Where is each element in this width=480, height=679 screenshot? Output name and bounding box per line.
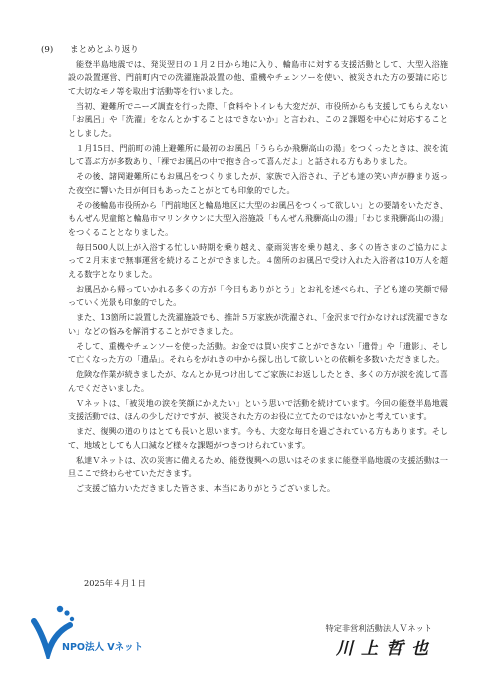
paragraph: お風呂から帰っていかれる多くの方が「今日もありがとう」とお礼を述べられ、子ども達の笑顔で帰っていく光景も印象的でした。 <box>68 283 448 308</box>
signer-signature: 川上哲也 <box>336 639 436 659</box>
organization-name: 特定非営利活動法人Ｖネット <box>325 623 432 633</box>
paragraph: 毎日500人以上が入浴する忙しい時期を乗り越え、豪雨災害を乗り越え、多くの皆さまのご協力によって２月末まで無事運営を続けることができました。４箇所のお風呂で受け入れた入浴者は10万人を超える数字となりました。 <box>68 241 448 279</box>
paragraph: まだ、復興の道のりはとても長いと思います。今も、大変な毎日を過ごされている方もあります。そして、地域としても人口減など様々な課題がつきつけられています。 <box>68 426 448 450</box>
paragraph: Ｖネットは、「被災地の涙を笑顔にかえたい」という思いで活動を続けています。今回の能登半島地震支援活動では、ほんの少しだけですが、被災された方のお役に立てたのではないかと考えています。 <box>68 397 448 422</box>
section-heading <box>41 44 139 56</box>
paragraph: 私達Ｖネットは、次の災害に備えるため、能登復興への思いはそのままに能登半島地震の支援活動は一旦ここで終わらせていただきます。 <box>68 454 448 479</box>
logo-text: NPO法人 Vネット <box>62 642 144 653</box>
npo-vnet-logo <box>30 603 150 659</box>
paragraph: 危険な作業が続きましたが、なんとか見つけ出してご家族にお返ししたとき、多くの方が涙を流して喜んでくださいました。 <box>68 369 448 393</box>
paragraph: 当初、避難所でニーズ調査を行った際、「食料やトイレも大変だが、市役所からも支援してもらえない「お風呂」や「洗濯」をなんとかすることはできないか」と言われ、この２課題を中心に対応することとしました。 <box>68 100 448 138</box>
paragraph: そして、重機やチェンソーを使った活動。お金では買い戻すことができない「遺骨」や「遺影」、そして亡くなった方の「遺品」。それらをがれきの中から探し出して欲しいとの依頼を多数いただきました。 <box>68 340 448 365</box>
paragraph: 能登半島地震では、発災翌日の１月２日から地に入り、輪島市に対する支援活動として、大型入浴施設の設置運営、門前町内での洗濯施設設置の他、重機やチェンソーを使い、被災された方の要請に応じて大切なモノ等を取出す活動等を行いました。 <box>68 59 448 96</box>
paragraph: ご支援ご協力いただきました皆さま、本当にありがとうございました。 <box>76 483 336 494</box>
paragraph: また、13箇所に設置した洗濯施設でも、推計５万家族が洗濯され、「金沢まで行かなければ洗濯できない」などの悩みを解消することができました。 <box>68 312 448 336</box>
section-title: まとめとふり返り <box>70 45 139 55</box>
paragraph: １月15日、門前町の浦上避難所に最初のお風呂「うららか飛騨高山の湯」をつくったときは、涙を流して喜ぶ方が多数あり、「裸でお風呂の中で抱き合って喜んだよ」と話される方もありました。 <box>68 142 448 167</box>
paragraph: その後、諸岡避難所にもお風呂をつくりましたが、家族で入浴され、子ども達の笑い声が静まり返った夜空に響いた日が何日もあったことがとても印象的でした。 <box>68 171 448 195</box>
section-number: (9) <box>41 45 54 55</box>
document-date: 2025年４月１日 <box>84 578 146 588</box>
body-text <box>68 58 448 497</box>
paragraph: その後輪島市役所から「門前地区と輪島地区に大型のお風呂をつくって欲しい」との要請をいただき、もんぜん児童館と輪島市マリンタウンに大型入浴施設「もんぜん飛騨高山の湯」「わじま飛騨高山の湯」をつくることとなりました。 <box>68 199 448 237</box>
